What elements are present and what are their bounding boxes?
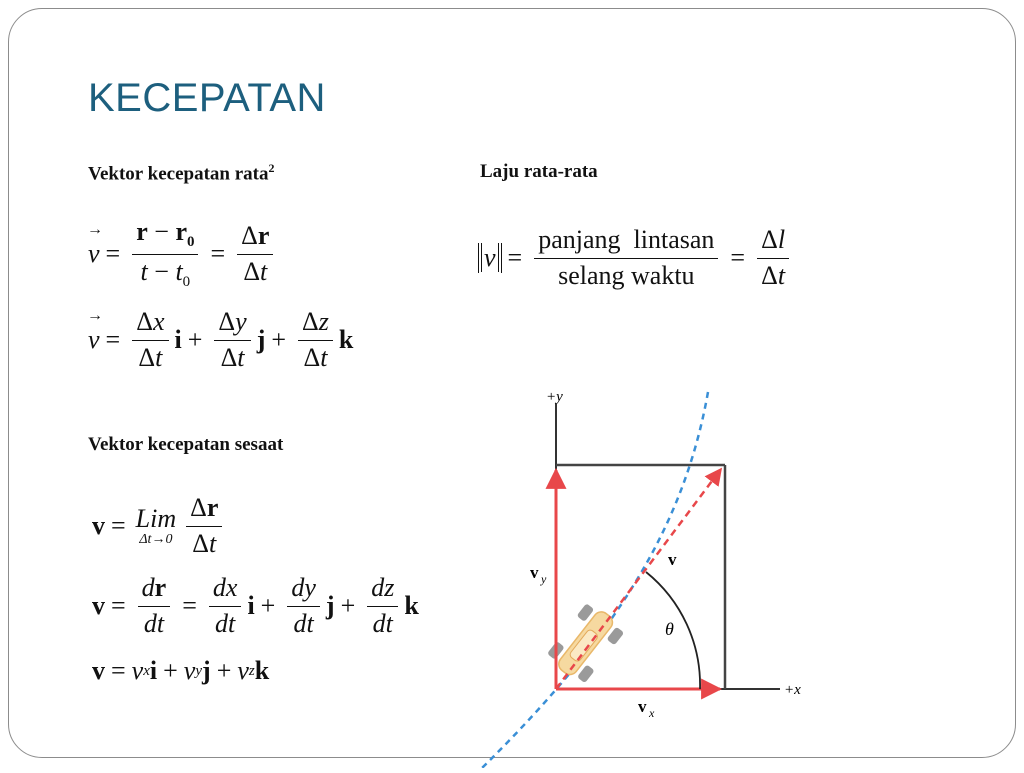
y-axis-label: +y	[546, 389, 563, 405]
velocity-diagram	[470, 382, 830, 768]
avg-velocity-heading-text: Vektor kecepatan rata	[88, 163, 269, 185]
vy-label: v	[530, 563, 539, 582]
vy-label-sub: y	[541, 572, 547, 586]
v-label: v	[668, 550, 677, 569]
fraction: $\frac{r - r_0}{t - t_0}$	[132, 218, 198, 290]
avg-speed-numerator: panjang lintasan	[534, 226, 718, 259]
instant-velocity-components-equation: v = v x i + v y j + v z k	[92, 656, 270, 685]
trajectory-path	[482, 392, 708, 768]
instant-velocity-derivative-equation: v = $\frac{dr}{dt}$ = $\frac{dx}{dt}$ i + $\frac{dy}{dt}$ j + $\frac{dz}{dt}$ k	[92, 573, 419, 638]
avg-velocity-heading-sup: 2	[268, 161, 275, 175]
avg-velocity-equation: → v = $\frac{r - r_0}{t - t_0}$ = $\frac{\Delta r}{\Delta t}$	[88, 218, 279, 290]
avg-speed-equation: v = $\frac{\text{panjang lintasan}}{\text{selang waktu}}$ = $\frac{\Delta l}{\Delta t}$	[478, 226, 795, 290]
theta-label: θ	[665, 619, 674, 639]
instant-velocity-limit-equation: v = Lim Δt→0 $\frac{\Delta r}{\Delta t}$	[92, 494, 228, 558]
velocity-diagram-svg	[470, 382, 830, 768]
x-axis-label: +x	[784, 682, 801, 698]
avg-speed-denominator: selang waktu	[558, 260, 695, 290]
fraction	[534, 226, 718, 290]
vx-label: v	[638, 697, 647, 716]
velocity-vector-arrow	[556, 469, 721, 689]
instant-velocity-heading: Vektor kecepatan sesaat	[88, 434, 284, 455]
fraction: $\frac{\Delta r}{\Delta t}$	[237, 222, 273, 286]
slide-title: KECEPATAN	[88, 76, 326, 120]
avg-speed-heading: Laju rata-rata	[480, 161, 598, 182]
avg-velocity-components-equation: → v = $\frac{\Delta x}{\Delta t}$ i + $\frac{\Delta y}{\Delta t}$ j + $\frac{\Delta z}{\Delta t}$ k	[88, 308, 353, 372]
avg-velocity-heading	[88, 161, 274, 185]
vx-label-sub: x	[649, 706, 655, 720]
